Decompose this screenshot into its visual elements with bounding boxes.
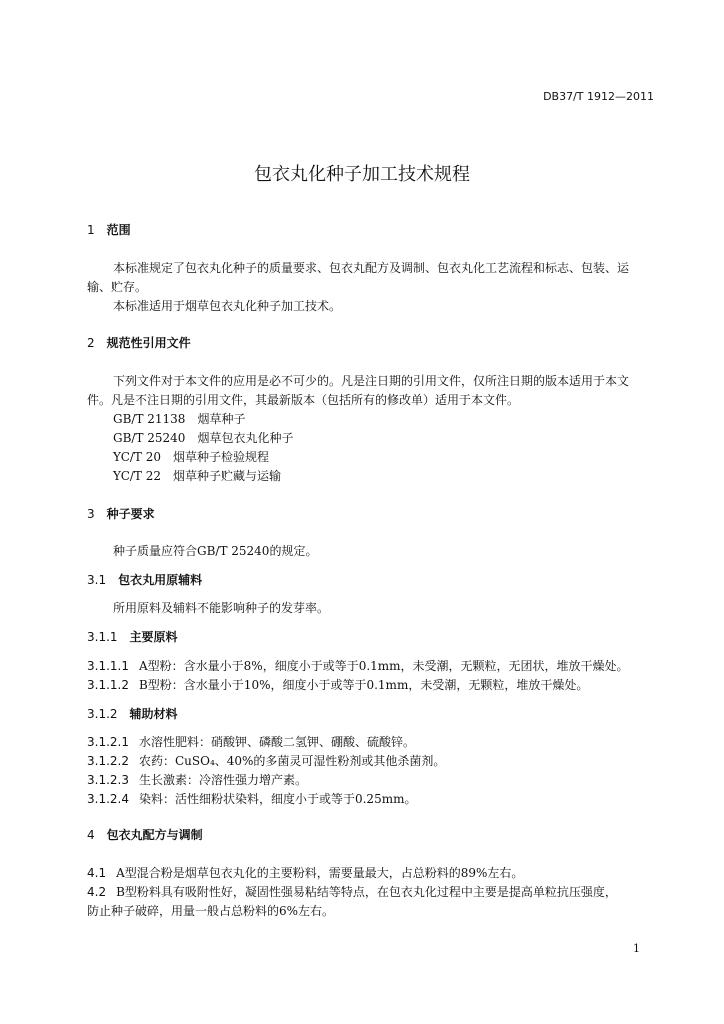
clause-item xyxy=(87,676,588,693)
section-title: 种子要求 xyxy=(106,507,155,521)
section-title: 范围 xyxy=(106,223,131,237)
reference-item: GB/T 25240 烟草包衣丸化种子 xyxy=(113,431,294,445)
clause-text: A型混合粉是烟草包衣丸化的主要粉料，需要量最大，占总粉料的89%左右。 xyxy=(116,866,524,880)
section-title: 包衣丸用原辅料 xyxy=(118,573,203,587)
section-number: 3.1.2 xyxy=(87,707,118,721)
clause-text: B型粉：含水量小于10%，细度小于或等于0.1mm，未受潮，无颗粒，堆放干燥处。 xyxy=(138,678,589,692)
reference-item: YC/T 22 烟草种子贮藏与运输 xyxy=(113,469,282,483)
document-title: 包衣丸化种子加工技术规程 xyxy=(254,164,470,185)
section-heading-1 xyxy=(87,221,131,238)
clause-text: B型粉料具有吸附性好，凝固性强易粘结等特点，在包衣丸化过程中主要是提高单粒抗压强度， xyxy=(116,885,617,899)
clause-text: 农药：CuSO₄、40%的多菌灵可湿性粉剂或其他杀菌剂。 xyxy=(138,754,446,768)
clause-number: 4.2 xyxy=(87,885,107,899)
section-title: 主要原料 xyxy=(129,630,178,644)
clause-item xyxy=(87,657,629,674)
clause-text: 染料：活性细粉状染料，细度小于或等于0.25mm。 xyxy=(138,792,417,806)
section-heading-3 xyxy=(87,505,155,522)
clause-number: 4.1 xyxy=(87,866,107,880)
clause-text: A型粉：含水量小于8%，细度小于或等于0.1mm，未受潮，无颗粒，无团状，堆放干燥处。 xyxy=(138,659,629,673)
clause-text: 水溶性肥料：硝酸钾、磷酸二氢钾、硼酸、硫酸锌。 xyxy=(138,735,415,749)
section-number: 3.1 xyxy=(87,573,107,587)
section-number: 1 xyxy=(87,223,95,237)
reference-item: YC/T 20 烟草种子检验规程 xyxy=(113,450,270,464)
paragraph: 本标准适用于烟草包衣丸化种子加工技术。 xyxy=(113,299,342,313)
clause-item xyxy=(87,883,617,900)
clause-number: 3.1.2.2 xyxy=(87,754,129,768)
clause-item xyxy=(87,752,445,769)
section-heading-2 xyxy=(87,334,191,351)
subsection-heading-3-1-1 xyxy=(87,628,178,645)
clause-number: 3.1.2.1 xyxy=(87,735,129,749)
clause-item xyxy=(87,790,416,807)
paragraph: 本标准规定了包衣丸化种子的质量要求、包衣丸配方及调制、包衣丸化工艺流程和标志、包装、运 xyxy=(113,261,630,275)
clause-item xyxy=(87,771,307,788)
page-number: 1 xyxy=(633,942,640,955)
paragraph-continuation: 输、贮存。 xyxy=(87,280,148,294)
section-title: 辅助材料 xyxy=(129,707,178,721)
paragraph: 所用原料及辅料不能影响种子的发芽率。 xyxy=(113,601,330,615)
clause-text: 生长激素：冷溶性强力增产素。 xyxy=(138,773,307,787)
document-id: DB37/T 1912—2011 xyxy=(543,90,654,103)
section-number: 3.1.1 xyxy=(87,630,118,644)
paragraph-continuation: 件。凡是不注日期的引用文件，其最新版本（包括所有的修改单）适用于本文件。 xyxy=(87,393,520,407)
section-number: 4 xyxy=(87,828,95,842)
clause-continuation: 防止种子破碎，用量一般占总粉料的6%左右。 xyxy=(87,904,335,918)
section-title: 包衣丸配方与调制 xyxy=(106,828,203,842)
clause-item xyxy=(87,733,415,750)
section-heading-4 xyxy=(87,826,203,843)
section-number: 2 xyxy=(87,336,95,350)
clause-item xyxy=(87,864,523,881)
reference-item: GB/T 21138 烟草种子 xyxy=(113,412,246,426)
subsection-heading-3-1 xyxy=(87,571,202,588)
section-title: 规范性引用文件 xyxy=(106,336,191,350)
section-number: 3 xyxy=(87,507,95,521)
clause-number: 3.1.2.3 xyxy=(87,773,129,787)
clause-number: 3.1.1.1 xyxy=(87,659,129,673)
paragraph: 下列文件对于本文件的应用是必不可少的。凡是注日期的引用文件，仅所注日期的版本适用于本文 xyxy=(113,374,630,388)
clause-number: 3.1.1.2 xyxy=(87,678,129,692)
clause-number: 3.1.2.4 xyxy=(87,792,129,806)
paragraph: 种子质量应符合GB/T 25240的规定。 xyxy=(113,544,318,558)
subsection-heading-3-1-2 xyxy=(87,705,178,722)
